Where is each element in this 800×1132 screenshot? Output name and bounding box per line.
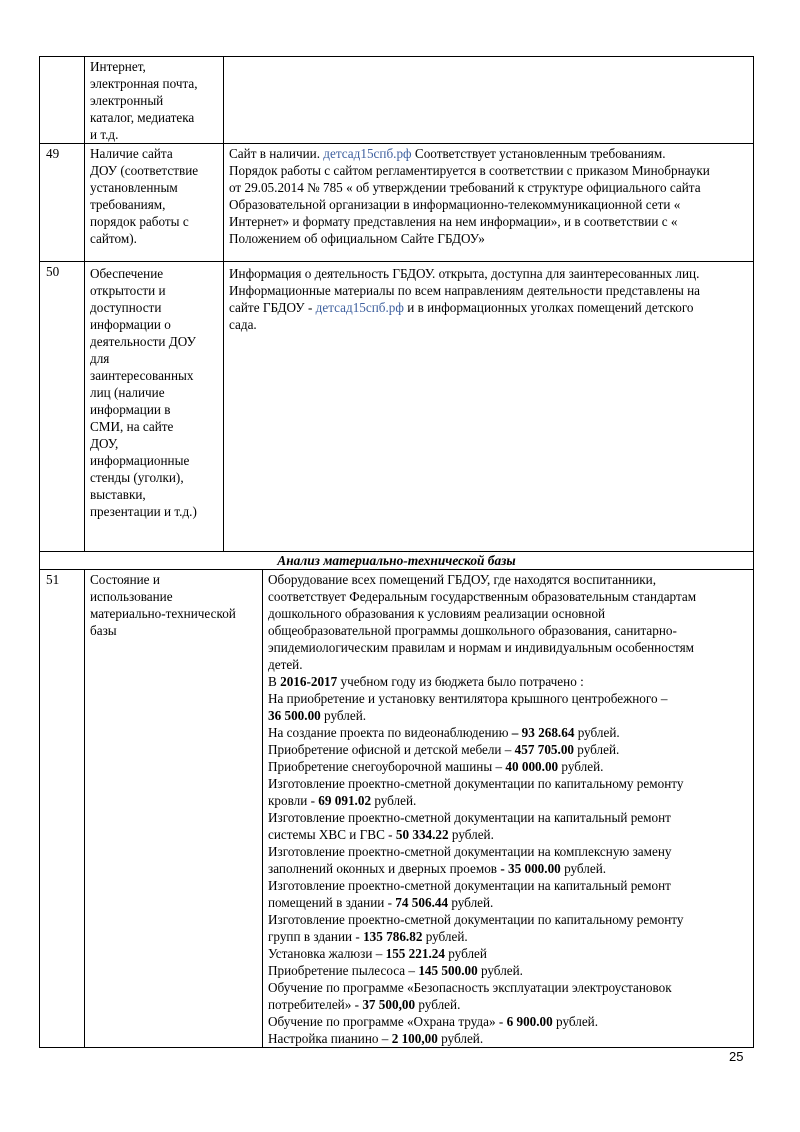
criterion-description — [224, 144, 753, 261]
text-line: использование — [90, 589, 173, 604]
section-header-row — [39, 551, 754, 570]
text-fragment: рублей. — [552, 1014, 599, 1029]
expense-item — [268, 809, 748, 843]
text-line — [268, 1030, 748, 1047]
text-line — [268, 860, 748, 877]
expense-amount: - 35 000.00 — [500, 861, 561, 876]
criterion-name — [85, 57, 224, 143]
text-line: соответствует Федеральным государственным образовательным стандартам — [268, 589, 697, 604]
text-line: Информация о деятельность ГБДОУ. открыта, доступна для заинтересованных лиц. — [229, 266, 700, 281]
section-title: Анализ материально-технической базы — [277, 553, 516, 568]
expense-amount: 145 500.00 — [418, 963, 478, 978]
page-number: 25 — [729, 1049, 744, 1064]
text-fragment: Установка жалюзи – — [268, 946, 386, 961]
text-line — [229, 145, 748, 162]
text-line: каталог, медиатека — [90, 110, 195, 125]
text-line: Обучение по программе «Безопасность эксплуатации электроустановок — [268, 980, 672, 995]
text-line: Изготовление проектно-сметной документации по капитальному ремонту — [268, 912, 684, 927]
website-link[interactable]: детсад15спб.рф — [315, 300, 404, 315]
expense-item — [268, 775, 748, 809]
text-line: ДОУ, — [90, 436, 119, 451]
text-line: Состояние и — [90, 572, 160, 587]
text-line: Интернет, — [90, 59, 146, 74]
text-line — [268, 1013, 748, 1030]
text-line — [268, 724, 748, 741]
expense-amount: 457 705.00 — [514, 742, 574, 757]
text-line: лиц (наличие — [90, 385, 165, 400]
text-line: базы — [90, 623, 117, 638]
text-line: дошкольного образования к условиям реализации основной — [268, 606, 606, 621]
expense-item — [268, 877, 748, 911]
text-line — [268, 996, 748, 1013]
text-fragment: рублей. — [558, 759, 604, 774]
table-row-continuation — [39, 56, 754, 144]
expense-item — [268, 962, 748, 979]
text-fragment: Приобретение снегоуборочной машины – — [268, 759, 506, 774]
text-line: Наличие сайта — [90, 146, 173, 161]
expense-amount: 40 000.00 — [505, 759, 559, 774]
text-fragment: рублей. — [477, 963, 523, 978]
text-line: заинтересованных — [90, 368, 194, 383]
text-line: информации о — [90, 317, 171, 332]
text-fragment: Приобретение пылесоса – — [268, 963, 419, 978]
text-line: выставки, — [90, 487, 146, 502]
expense-item — [268, 690, 748, 724]
expense-item — [268, 1030, 748, 1047]
text-fragment: Настройка пианино – — [268, 1031, 392, 1046]
expense-item — [268, 945, 748, 962]
text-line — [268, 962, 748, 979]
text-line: стенды (уголки), — [90, 470, 184, 485]
text-line: деятельности ДОУ — [90, 334, 196, 349]
text-line: сайтом). — [90, 231, 137, 246]
row-number: 49 — [40, 144, 85, 261]
criterion-name — [85, 570, 263, 1047]
text-fragment: На создание проекта по видеонаблюдению — [268, 725, 512, 740]
text-line: презентации и т.д.) — [90, 504, 197, 519]
text-fragment: рублей. — [448, 895, 494, 910]
criterion-name — [85, 144, 224, 261]
text-line: Изготовление проектно-сметной документации на капитальный ремонт — [268, 878, 671, 893]
text-fragment: потребителей» - — [268, 997, 363, 1012]
expense-item — [268, 979, 748, 1013]
text-fragment: Приобретение офисной и детской мебели – — [268, 742, 515, 757]
text-fragment: Сайт в наличии. — [229, 146, 324, 161]
criterion-description — [263, 570, 753, 1047]
expense-item — [268, 758, 748, 775]
text-line: На приобретение и установку вентилятора крышного центробежного – — [268, 691, 668, 706]
criterion-description — [224, 262, 753, 551]
website-link[interactable]: детсад15спб.рф — [323, 146, 412, 161]
expense-amount: – 93 268.64 — [511, 725, 575, 740]
expense-amount: 6 900.00 — [506, 1014, 553, 1029]
text-line: материально-технической — [90, 606, 236, 621]
text-line — [229, 299, 748, 316]
table-row-51 — [39, 569, 754, 1048]
text-line: Изготовление проектно-сметной документации на капитальный ремонт — [268, 810, 671, 825]
text-fragment: рублей. — [574, 742, 620, 757]
text-fragment: Обучение по программе «Охрана труда» - — [268, 1014, 507, 1029]
text-line: детей. — [268, 657, 303, 672]
text-line: эпидемиологическим правилам и нормам и индивидуальным особенностям — [268, 640, 695, 655]
text-fragment: рублей. — [560, 861, 607, 876]
text-line: доступности — [90, 300, 162, 315]
text-line: установленным — [90, 180, 178, 195]
text-line — [268, 894, 748, 911]
text-line — [268, 826, 748, 843]
text-line: информационные — [90, 453, 190, 468]
criterion-name — [85, 262, 224, 551]
text-line: открытости и — [90, 283, 166, 298]
criterion-description — [224, 57, 753, 143]
text-line — [268, 928, 748, 945]
text-fragment: рублей. — [371, 793, 417, 808]
text-fragment: рублей — [444, 946, 487, 961]
expense-amount: 50 334.22 — [395, 827, 449, 842]
text-fragment: рублей. — [415, 997, 461, 1012]
text-line — [268, 945, 748, 962]
expense-item — [268, 843, 748, 877]
text-fragment: рублей. — [574, 725, 620, 740]
text-line: СМИ, на сайте — [90, 419, 174, 434]
text-fragment-bold: 2016-2017 — [280, 674, 338, 689]
text-line: Изготовление проектно-сметной документации на комплексную замену — [268, 844, 672, 859]
expense-amount: 2 100,00 — [391, 1031, 438, 1046]
text-line: Положением об официальном Сайте ГБДОУ» — [229, 231, 485, 246]
expense-item — [268, 911, 748, 945]
expense-item — [268, 741, 748, 758]
text-fragment: рублей. — [422, 929, 468, 944]
text-line: общеобразовательной программы дошкольного образования, санитарно- — [268, 623, 677, 638]
text-line — [268, 758, 748, 775]
text-line: электронный — [90, 93, 164, 108]
text-line: порядок работы с — [90, 214, 189, 229]
text-line — [268, 673, 748, 690]
text-fragment: кровли - — [268, 793, 319, 808]
table-row-49 — [39, 143, 754, 262]
text-fragment: В — [268, 674, 281, 689]
text-line — [268, 792, 748, 809]
text-line: и т.д. — [90, 127, 119, 142]
text-line: Оборудование всех помещений ГБДОУ, где находятся воспитанники, — [268, 572, 657, 587]
row-number: 50 — [40, 262, 85, 551]
text-fragment: сайте ГБДОУ - — [229, 300, 316, 315]
text-line: Изготовление проектно-сметной документации по капитальному ремонту — [268, 776, 684, 791]
text-line: электронная почта, — [90, 76, 198, 91]
text-line: от 29.05.2014 № 785 « об утверждении требований к структуре официального сайта — [229, 180, 701, 195]
text-fragment: помещений в здании - — [268, 895, 396, 910]
text-fragment: рублей. — [320, 708, 367, 723]
expense-item — [268, 724, 748, 741]
text-line: Образовательной организации в информационно-телекоммуникационной сети « — [229, 197, 681, 212]
text-line — [268, 707, 748, 724]
text-line: Обеспечение — [90, 266, 164, 281]
text-line: информации в — [90, 402, 171, 417]
text-fragment: заполнений оконных и дверных проемов — [268, 861, 501, 876]
expense-amount: 69 091.02 — [318, 793, 372, 808]
text-fragment: системы ХВС и ГВС - — [268, 827, 396, 842]
text-line: сада. — [229, 317, 257, 332]
expense-amount: 155 221.24 — [385, 946, 445, 961]
text-line: Порядок работы с сайтом регламентируется в соответствии с приказом Минобрнауки — [229, 163, 710, 178]
text-line — [268, 741, 748, 758]
text-line: ДОУ (соответствие — [90, 163, 199, 178]
expense-amount: 37 500,00 — [362, 997, 416, 1012]
text-line: Информационные материалы по всем направлениям деятельности представлены на — [229, 283, 701, 298]
text-line: для — [90, 351, 110, 366]
text-fragment: и в информационных уголках помещений детского — [403, 300, 694, 315]
text-fragment: рублей. — [448, 827, 494, 842]
row-number — [40, 57, 85, 143]
expense-amount: 36 500.00 — [268, 708, 321, 723]
text-fragment: групп в здании - — [268, 929, 364, 944]
expense-item — [268, 1013, 748, 1030]
text-fragment: Соответствует установленным требованиям. — [411, 146, 666, 161]
text-fragment: рублей. — [437, 1031, 484, 1046]
row-number: 51 — [40, 570, 85, 1047]
expense-amount: 74 506.44 — [395, 895, 449, 910]
text-fragment: учебном году из бюджета было потрачено : — [337, 674, 584, 689]
text-line: Интернет» и формату представления на нем информации», и в соответствии с « — [229, 214, 678, 229]
text-line: требованиям, — [90, 197, 166, 212]
table-row-50 — [39, 261, 754, 552]
expense-amount: 135 786.82 — [363, 929, 423, 944]
